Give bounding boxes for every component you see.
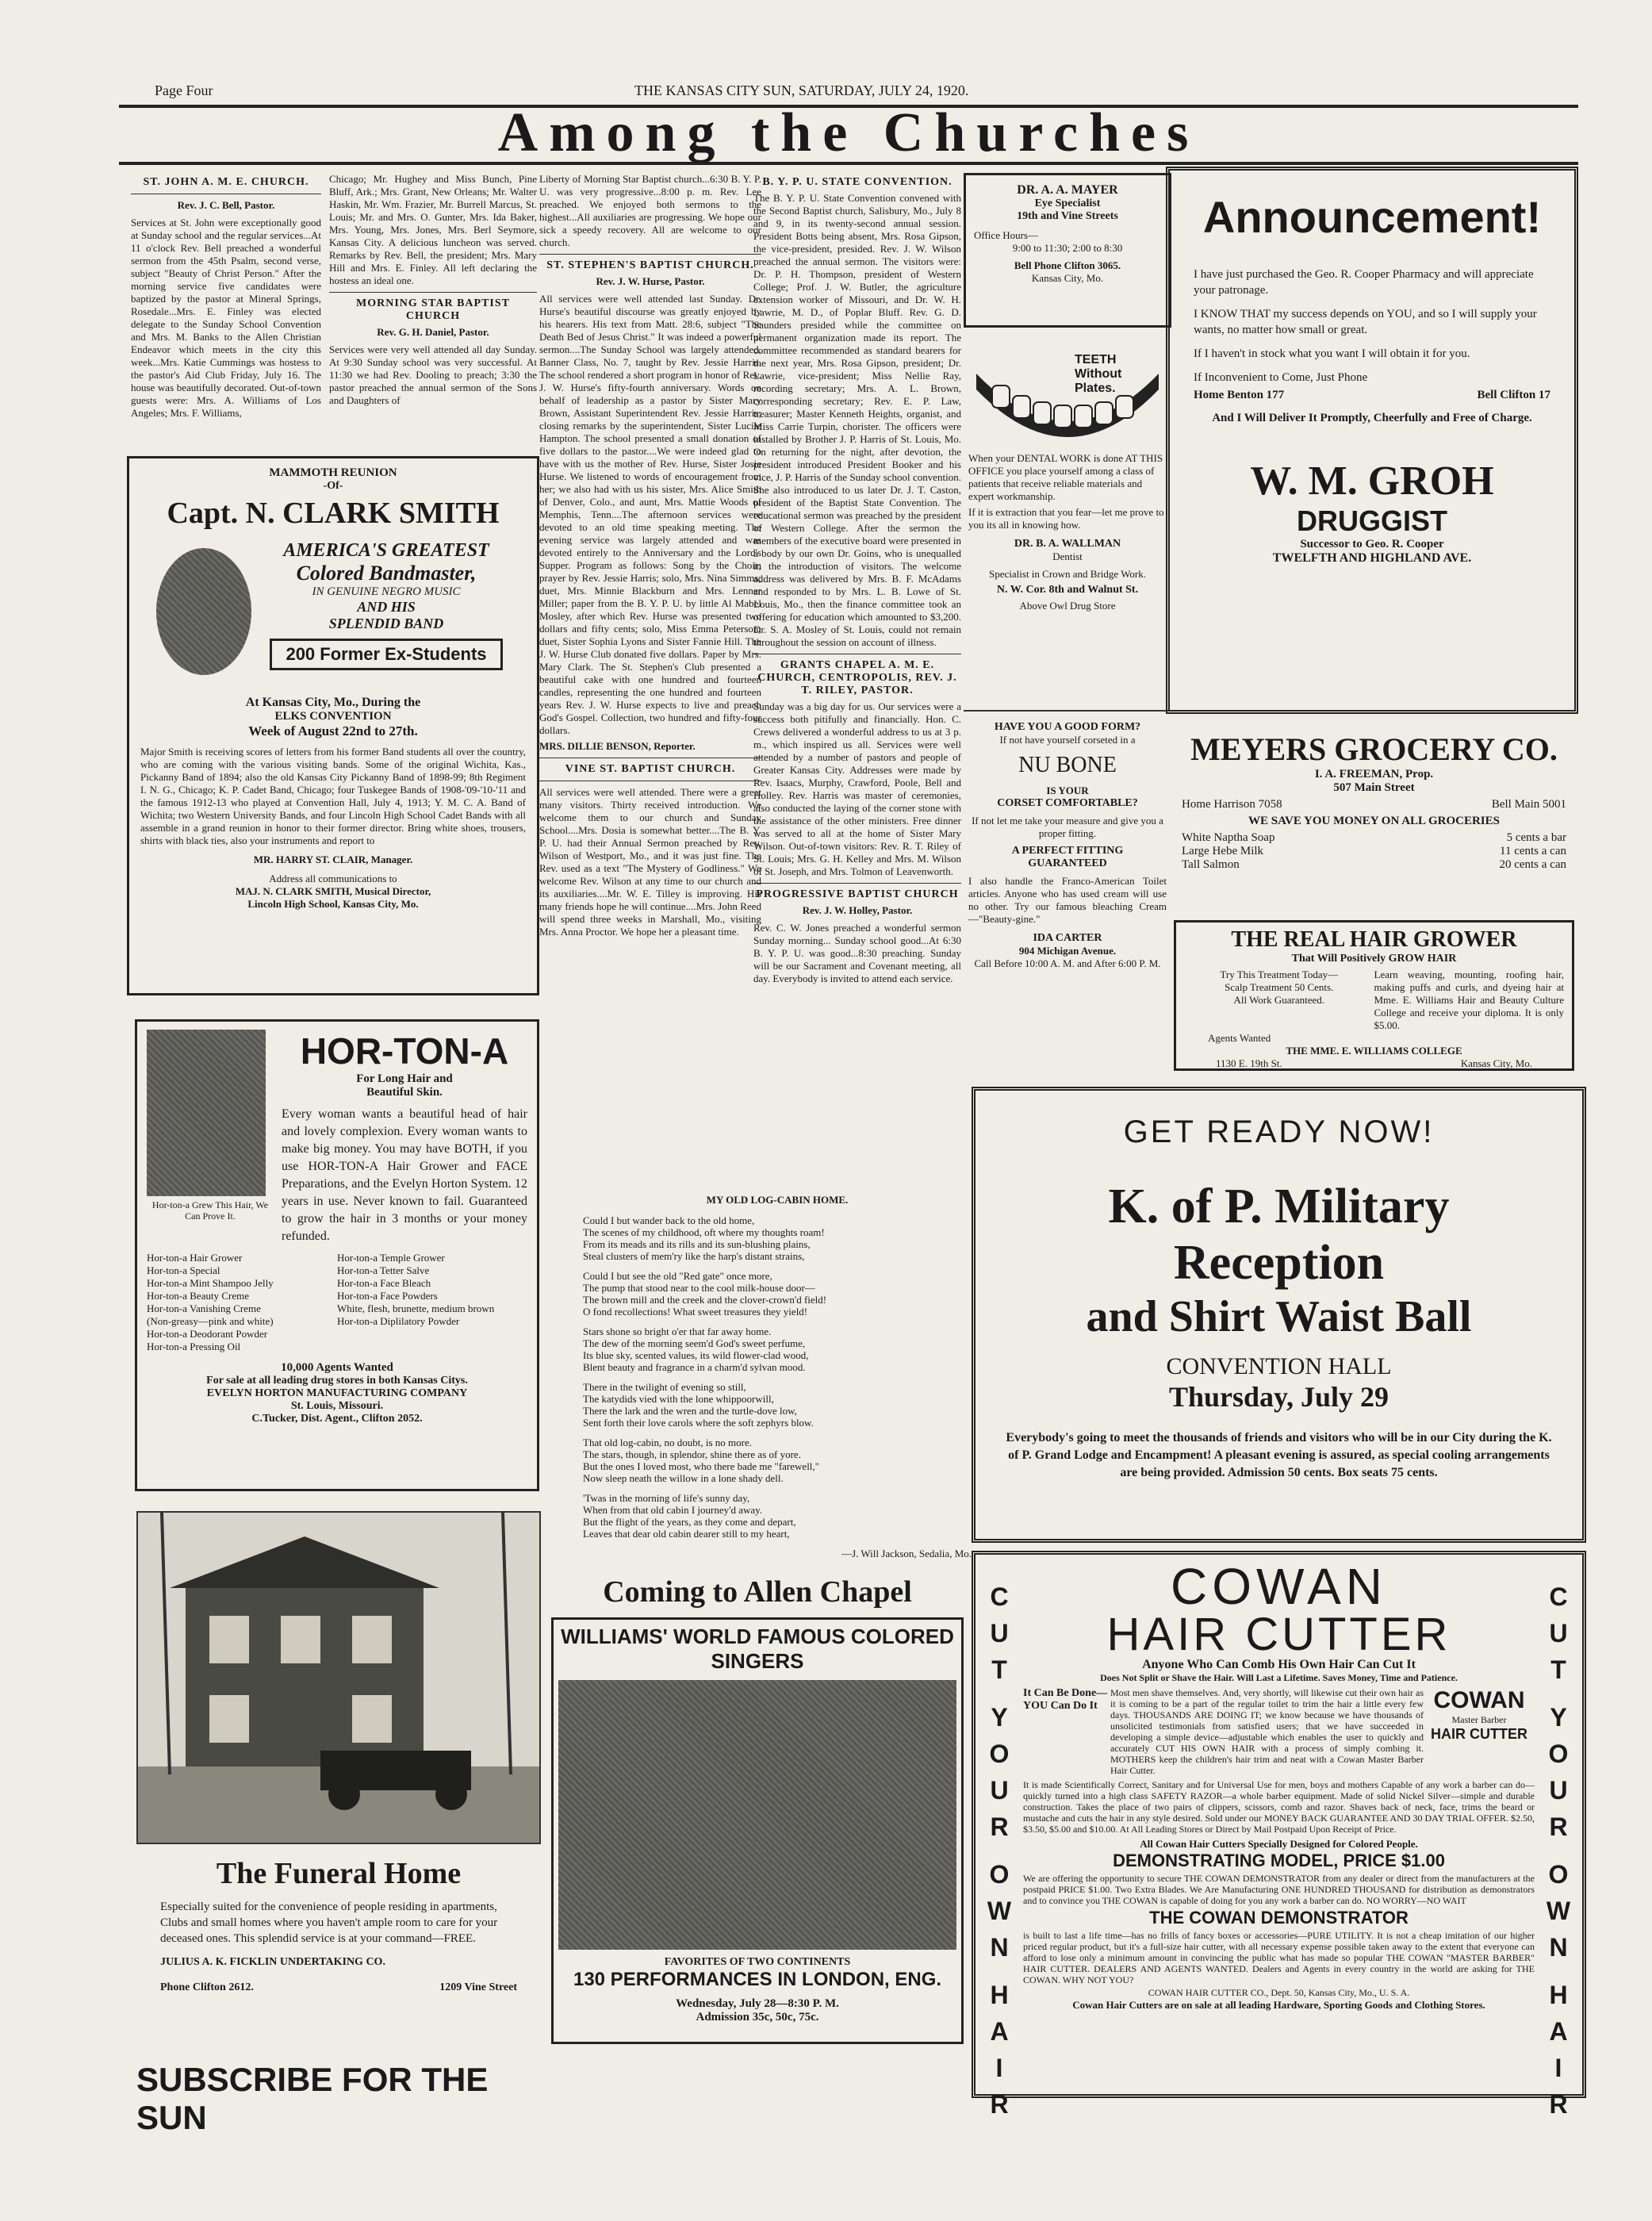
hortona-caption: Hor-ton-a Grew This Hair, We Can Prove It.	[151, 1199, 269, 1222]
hair-sub: That Will Positively GROW HAIR	[1291, 953, 1457, 965]
hortona-left-list	[147, 1252, 337, 1353]
smith-line2: Colored Bandmaster,	[296, 562, 477, 585]
allen-admission: Admission 35c, 50c, 75c.	[696, 2011, 819, 2023]
poem-stanza: 'Twas in the morning of life's sunny day, When from that old cabin I journey'd away. But the flight of the years, as they come and depart, Leaves that dear old cabin dearer still to my heart,	[583, 1492, 796, 1540]
teeth-body2: If it is extraction that you fear—let me prove to you its all in knowing how.	[968, 506, 1164, 531]
meyers-phone-home: Home Harrison 7058	[1182, 798, 1282, 811]
allen-favorites: FAVORITES OF TWO CONTINENTS	[664, 1956, 851, 1968]
morning-star-text: Services were very well attended all day Sunday. At 9:30 Sunday school was very successful. At 11:30 we had Rev. Dooling to preach; 3:30 the pastor preached the annual sermon of the Sons and Daughters of	[329, 343, 537, 406]
allen-performances: 130 PERFORMANCES IN LONDON, ENG.	[573, 1969, 942, 1990]
cowan-side-letter: N	[990, 1933, 1009, 1962]
groh-druggist: DRUGGIST	[1296, 504, 1447, 537]
cowan-side-letter	[982, 1688, 1017, 1699]
dentist-title: Dentist	[1052, 550, 1083, 562]
groh-title: Announcement!	[1202, 192, 1542, 242]
hortona-item: Hor-ton-a Tetter Salve	[337, 1264, 430, 1276]
cowan-side-letter: U	[990, 1619, 1009, 1648]
mayer-hours: 9:00 to 11:30; 2:00 to 8:30	[1012, 242, 1123, 254]
funeral-company: JULIUS A. K. FICKLIN UNDERTAKING CO.	[160, 1956, 385, 1968]
page-number: Page Four	[155, 82, 213, 98]
smith-name: Capt. N. CLARK SMITH	[167, 497, 500, 530]
cowan-p1: Most men shave themselves. And, very shortly, will likewise cut their own hair as it is coming to be a part of the regular toilet to trim the hair a little every few days. THOUSANDS ARE DOING IT; we know because we have thousands of unsolicited testimonials from satisfied users; that we have succeeded in developing a simple device—adjustable which enables the user to quickly and accurately CUT HIS OWN HAIR with a process of simply combing it. MOTHERS keep the children's hair trim and neat with a Cowan Master Barber Hair Cutter.	[1110, 1687, 1424, 1776]
cowan-side-letter: R	[990, 2090, 1009, 2119]
cowan-side-letter: C	[990, 1582, 1009, 1611]
funeral-address: 1209 Vine Street	[439, 1981, 517, 1993]
ad-allen-chapel	[551, 1575, 964, 2062]
column-st-john	[131, 173, 321, 443]
poem-author: —J. Will Jackson, Sedalia, Mo.	[841, 1548, 972, 1559]
funeral-body: Especially suited for the convenience of people residing in apartments, Clubs and small homes where you haven't ample room to care for your deceased ones. This splendid service is at your command—FREE.	[160, 1901, 498, 1945]
bypu-text: The B. Y. P. U. State Convention convened with the Second Baptist church, Salisbury, Mo., July 8 and 9, in its twenty-second annual session. President Botts being absent, Mrs. Rosa Gipson, the vice-president, presided. Rev. J. W. Wilson preached the annual sermon. The visitors were: Dr. P. H. Thompson, president of Western College; Prof. J. W. Butler, the agriculture extension worker of Missouri, and Dr. W. H. Lawrie, M. D., of Poplar Bluff. Rev. G. D. Saunders presided while the committee on permanent organization made its report. The committee recommended as standard bearers for the next year, Mrs. Rosa Gipson, president; Dr. Lawrie, vice-president; Miss Nellie Ray, recording secretary; Mrs. A. L. Brown, corresponding secretary; Rev. E. P. Law, treasurer; Master Kenneth Heights, organist, and Miss Carrie Turpin, chorister. The officers were installed by Brother J. P. Harris of St. Louis, Mo. On returning for the night, after devotion, the president introduced President Booker and his vice, J. P. Harris of the Sunday school convention. She also introduced to us later Dr. J. T. Caston, president of the Baptist State Convention. The educational sermon was preached by the president of Western College. After the sermon the members of the executive board were presented in a body by our own Dr. Goins, who is unequalled in the introduction of visitors. The welcome address was delivered by Mrs. B. F. McAdams and responded to by Mrs. L. B. Lowe of St. Louis, Mo., then the finance committee took an offering for education which amounted to $3,200. Dr. S. A. Mosley of St. Louis, could not remain throughout the session on account of illness.	[753, 192, 961, 648]
hortona-item: Hor-ton-a Vanishing Creme	[147, 1302, 261, 1314]
cowan-p2: It is made Scientifically Correct, Sanitary and for Universal Use for men, boys and mothers Capable of any work a barber can do—quickly turned into a high class SAFETY RAZOR—a whole barber equipment. Made of solid Nickel Silver—simple and durable construction. Takes the place of two pairs of clippers, scissors, comb and razor. Shaves back of neck, face, trims the beard or mustache and cuts the hair in any style desired. Sold under our MONEY BACK GUARANTEE AND 30 DAY TRIAL OFFER. $2.50, $3.50, $5.00 and $10.00. At All Leading Stores or Direct by Mail Postpaid Upon Receipt of Price.	[1023, 1779, 1535, 1835]
st-stephens-reporter: MRS. DILLIE BENSON, Reporter.	[539, 740, 696, 752]
teeth-headline: TEETH Without Plates.	[1075, 353, 1122, 395]
groh-p4: If Inconvenient to Come, Just Phone	[1194, 371, 1368, 384]
bypu-title: B. Y. P. U. STATE CONVENTION.	[762, 176, 952, 188]
funeral-phone: Phone Clifton 2612.	[160, 1981, 254, 1993]
nubone-name: NU BONE	[1018, 753, 1117, 777]
dentist-name: DR. B. A. WALLMAN	[1014, 538, 1121, 550]
cowan-side-letter: R	[1549, 1812, 1568, 1841]
ad-nubone	[964, 710, 1171, 1075]
kp-body: Everybody's going to meet the thousands of friends and visitors who will be in our City during the K. of P. Grand Lodge and Encampment! A pleasant evening is assured, as special cooling arrangements are being provided. Admission 50 cents. Box seats 75 cents.	[1006, 1431, 1552, 1479]
kp-line2: K. of P. Military Reception	[1108, 1180, 1450, 1290]
house-illustration	[138, 1513, 539, 1843]
st-john-text: Services at St. John were exceptionally good at Sunday school and the regular services...At 11 o'clock Rev. Bell preached a wonderful sermon from the 45th Psalm, second verse, subject "Beauty of Christ Person." After the morning service five candidates were baptized by the pastor at Mineral Springs, Rosedale...Mrs. E. Finley was elected delegate to the Sunday School Convention and Mrs. M. Banks to the Allen Christian Endeavor which meets in the city this week...Mrs. Katie Cummings was hostess to the pastor's Aid Club Friday, July 16. The house was beautifully decorated. Out-of-town guests were: Mrs. A. Williams of Los Angeles; Mrs. F. Williams,	[131, 217, 321, 419]
funeral-house-photo	[136, 1511, 541, 1844]
smith-line5: SPLENDID BAND	[328, 616, 444, 631]
nubone-guar: GUARANTEED	[1028, 857, 1107, 869]
ad-kp-ball	[972, 1087, 1586, 1543]
poem-log-cabin	[583, 1194, 972, 1563]
dentist-spec: Specialist in Crown and Bridge Work.	[988, 568, 1147, 580]
hortona-right-list	[337, 1252, 527, 1353]
hortona-agent: C.Tucker, Dist. Agent., Clifton 2052.	[251, 1413, 423, 1425]
groh-successor: Successor to Geo. R. Cooper	[1300, 538, 1444, 550]
st-stephens-text: All services were well attended last Sunday. Dr. Hurse's beautiful discourse was greatly enjoyed by his hearers. His text from Matt. 28:6, subject "The Death Bed of Jesus Christ." It was indeed a powerful sermon....The Sunday School was largely attended. Banner Class, No. 7, taught by Rev. Jessie Harris. The school rendered a short program in honor of Rev. J. W. Hurse's fifty-fourth anniversary. Words on behalf of leadership as a pastor by Sister Mary Brown, Assistant Superintendent Rev. Jessie Harris; closing remarks by the superintendent, Sister Lucile Hampton. The school presented a small donation of five dollars to the pastor....We were indeed glad to have with us the mother of Rev. Hurse, Sister Josie Hurse. We listened to words of encouragement from her; we also had with us his sister, Mrs. Alice Smith of Denver, Colo., and aunt, Mrs. Mattie Woods of Memphis, Tenn....The afternoon services were devoted to an old time speaking meeting. The evening service was largely attended and was devoted entirely to the Anniversary and the Lord's Supper. Program as follows: Song by the Choir; prayer by Rev. Jessie Harris; solo, Mrs. Nina Simms; duet, Mrs. Minnie Blackburn and Mrs. Lenner Miller; paper from the B. Y. P. U. by little Al Mabel Mosley, after which Rev. Hurse was presented two dollars and fifty cents; solo, Miss Emma Peterson; duet, Sister Sophia Lyons and Sister Fannie Hill. The J. W. Hurse Club donated five dollars. Paper by Mrs. Mary Clark. The St. Stephen's Club presented a beautiful cake with one hundred and fourteen candles, representing the one hundred and fourteen years Rev. J. W. Hurse expects to live and preach God's Gospel. Collection, two hundred and fifty-four dollars.	[539, 293, 761, 736]
masthead: THE KANSAS CITY SUN, SATURDAY, JULY 24, 1920.	[634, 82, 969, 98]
header-rule-bottom	[119, 162, 1578, 165]
kp-line1: GET READY NOW!	[1123, 1114, 1435, 1149]
smith-body: Major Smith is receiving scores of letters from his former Band students all over the country, who are coming with the various visiting bands. Some of the original Wichita, Kas., Pickanny Band of 1894; also the old Kansas City Pickanny Band of 1898-99; 8th Regiment I. N. G., Chicago; K. P. Cadet Band, Chicago; four Tuskegee Bands of 1908-'09-'10-'11 and the famous 1912-13 who played at Convention Hall, July 4, 1913; Y. M. C. A. Band of Wichita; two Western University Bands, and four Lincoln High School Cadet Bands with all assemble in a grand reunion in honor to their former director. Bring white shoes, trousers, shirts with black ties, also your instruments and report to	[140, 746, 526, 846]
mayer-hours-label: Office Hours—	[974, 229, 1038, 241]
cowan-side-letter: I	[1554, 2054, 1562, 2082]
meyers-street: 507 Main Street	[1333, 781, 1415, 794]
cowan-side-letter: T	[991, 1655, 1007, 1684]
nubone-call: Call Before 10:00 A. M. and After 6:00 P. M.	[974, 957, 1161, 969]
smith-line1: AMERICA'S GREATEST	[283, 540, 489, 561]
cowan-demo2: THE COWAN DEMONSTRATOR	[1149, 1908, 1409, 1928]
hortona-sub2: Beautiful Skin.	[366, 1086, 443, 1099]
poem-stanza: Stars shone so bright o'er that far away home. The dew of the morning seem'd God's sweet perfume, Its blue sky, scented values, its wild flower-clad wood, Blent beauty and fragrance in a charm'd sylvan mood.	[583, 1325, 809, 1373]
nubone-body: I also handle the Franco-American Toilet articles. Anyone who has used cream will use no other. Try our famous bleaching Cream—"Beauty-gine."	[968, 875, 1167, 925]
grants-chapel-text: Sunday was a big day for us. Our services were a success both pitifully and financially. Hon. C. Crews delivered a wonderful address to us at 3 p. m., which inspired us all. Services were well attended by a number of pastors and people of Greater Kansas City. Addresses were made by Rev. Isaacs, Murphy, Crawford, Poole, Bell and Holley. Rev. Harris was master of ceremonies, also conducted the laying of the corner stone with the assistance of the other ministers. Free dinner was served to all at the home of Sister Mary Wilson. Out-of-town visitors: Rev. R. T. Riley of St. Louis; Mrs. G. H. Kelley and Mrs. M. Wilson of St. Joseph, and Mrs. Tolmon of Leavenworth.	[753, 700, 961, 877]
teeth-body: When your DENTAL WORK is done AT THIS OFFICE you place yourself among a class of patients that receive reliable materials and expert workmanship.	[968, 452, 1163, 502]
cowan-side-letter: O	[1548, 1740, 1569, 1768]
column-four	[753, 173, 961, 1192]
cowan-side-letter: A	[1549, 2017, 1568, 2046]
item-price: 11 cents a can	[1500, 845, 1566, 857]
hortona-title: HOR-TON-A	[300, 1030, 509, 1072]
hortona-item: Hor-ton-a Mint Shampoo Jelly	[147, 1277, 274, 1289]
cowan-side-letter: O	[989, 1860, 1010, 1889]
kp-line5: Thursday, July 29	[1168, 1381, 1389, 1413]
cowan-logo2: Master Barber	[1451, 1714, 1507, 1725]
funeral-title: The Funeral Home	[216, 1857, 462, 1890]
mayer-line1: Eye Specialist	[1034, 198, 1101, 209]
hortona-sub1: For Long Hair and	[356, 1072, 453, 1085]
hortona-city: St. Louis, Missouri.	[290, 1400, 384, 1412]
smith-school: Lincoln High School, Kansas City, Mo.	[247, 898, 419, 910]
hortona-item: Hor-ton-a Face Powders	[337, 1290, 438, 1302]
cowan-side-letter: U	[990, 1776, 1009, 1805]
mayer-line2: 19th and Vine Streets	[1017, 210, 1118, 222]
meyers-prop: I. A. FREEMAN, Prop.	[1314, 768, 1434, 781]
hortona-item: Hor-ton-a Pressing Oil	[147, 1341, 241, 1352]
hortona-item: Hor-ton-a Special	[147, 1264, 220, 1276]
item-name: Large Hebe Milk	[1182, 845, 1264, 857]
poem-stanza: Could I but see the old "Red gate" once more, The pump that stood near to the cool milk-house door— The brown mill and the creek and the clover-crown'd field! O fond recollections! What sweet treasures they yield!	[583, 1270, 827, 1318]
vine-st-title: VINE ST. BAPTIST CHURCH.	[565, 763, 736, 775]
cowan-logo	[1424, 1687, 1535, 1776]
cowan-side-letter: O	[1548, 1860, 1569, 1889]
ad-clark-smith	[127, 456, 539, 995]
hair-agents: Agents Wanted	[1208, 1032, 1271, 1044]
meyers-item	[1182, 831, 1566, 845]
morning-star-title: MORNING STAR BAPTIST CHURCH	[356, 297, 510, 322]
reunion-top: MAMMOTH REUNION	[269, 466, 397, 479]
cowan-side-letter: H	[990, 1981, 1009, 2009]
progressive-text: Rev. C. W. Jones preached a wonderful sermon Sunday morning... Sunday school good...At 6:30 B. Y. P. U. was good...8:30 preaching. Sunday will be our Sacrament and Covenant meeting, all day. Everybody is invited to attend each service.	[753, 922, 961, 984]
ex-students-badge: 200 Former Ex-Students	[270, 639, 503, 670]
hortona-sale: For sale at all leading drug stores in both Kansas Citys.	[206, 1375, 468, 1387]
cowan-side-letter: O	[989, 1740, 1010, 1768]
st-john-pastor: Rev. J. C. Bell, Pastor.	[177, 199, 275, 211]
nubone-q: HAVE YOU A GOOD FORM?	[994, 721, 1141, 733]
vine-st-text: All services were well attended. There were a great many visitors. Thirty received introduction. We welcome them to our church and Sunday School....Mrs. Dosia is somewhat better....The B. Y. P. U. had their Annual Sermon preached by Rev. Wilson of Westport, Mo., and it was just fine. The Rev. used as a text "The Mystery of Godliness." We welcome Rev. Wilson at any time to our church and its auxiliaries....Mr. W. E. Tilley is improving. His many friends hope he will continue....Mrs. John Reed will spend three weeks in Marshall, Mo., visiting Mrs. Anna Proctor. We hope her a pleasant time.	[539, 786, 761, 938]
groh-p3: If I haven't in stock what you want I will obtain it for you.	[1194, 347, 1470, 360]
dentist-above: Above Owl Drug Store	[1019, 600, 1116, 612]
ad-funeral	[136, 1848, 541, 2078]
grants-chapel-title: GRANTS CHAPEL A. M. E. CHURCH, CENTROPOLIS, REV. J. T. RILEY, PASTOR.	[757, 659, 957, 696]
cowan-side-letter: T	[1550, 1655, 1566, 1684]
meyers-title: MEYERS GROCERY CO.	[1190, 731, 1558, 767]
ad-dentist	[964, 337, 1171, 678]
smith-manager: MR. HARRY ST. CLAIR, Manager.	[253, 853, 413, 865]
cowan-demo: DEMONSTRATING MODEL, PRICE $1.00	[1113, 1851, 1445, 1870]
cowan-logo3: HAIR CUTTER	[1431, 1726, 1527, 1742]
cowan-p4: We are offering the opportunity to secure THE COWAN DEMONSTRATOR from any dealer or direct from the manufacturers at the postpaid PRICE $1.00. Two Extra Blades. We Are Manufacturing ONE HUNDRED THOUSAND for distribution as demonstrators and to convince you THE COWAN is capable of doing for you any work a barber can do. NO WORRY—NO WAIT	[1023, 1873, 1535, 1906]
allen-singers: WILLIAMS' WORLD FAMOUS COLORED SINGERS	[561, 1625, 954, 1673]
cowan-t1: COWAN	[1171, 1558, 1387, 1615]
hair-address: 1130 E. 19th St.	[1216, 1057, 1282, 1069]
cowan-side-letter: Y	[1550, 1703, 1567, 1732]
ad-groh	[1166, 167, 1578, 714]
groh-p1: I have just purchased the Geo. R. Cooper Pharmacy and will appreciate your patronage.	[1194, 268, 1534, 297]
groh-p5: And I Will Deliver It Promptly, Cheerfully and Free of Charge.	[1212, 412, 1532, 424]
poem-stanza: Could I but wander back to the old home, The scenes of my childhood, oft where my thoughts roam! From its meads and its rills and its sun-blushing plains, Steal clusters of mem'ry like the harp's distant strains,	[583, 1214, 825, 1262]
groh-phone-bell: Bell Clifton 17	[1477, 389, 1550, 401]
allen-title: Coming to Allen Chapel	[603, 1575, 912, 1609]
cowan-side-letter: R	[990, 1812, 1009, 1841]
st-john-continued: Chicago; Mr. Hughey and Miss Bunch, Pine Bluff, Ark.; Mrs. Grant, New Orleans; Mr. Walter Haskin, Mr. Wm. Frazier, Mr. Burrell Marcus, St. Louis; Mr. and Mrs. O. Gunter, Mrs. Ida Baker, Mrs. Young, Mrs. Jones, Mrs. Berl Seymore, Kansas City. A delicious luncheon was served. Remarks by Rev. Bell, the president; Mrs. Mary Hill and Mrs. E. Finley. All left declaring the hostess an ideal one.	[329, 173, 537, 286]
poem-stanza: There in the twilight of evening so still, The katydids vied with the lone whippoorwill, There the lark and the wren and the turtle-dove low, Sent forth their love carols where the soft zephyrs blow.	[583, 1381, 814, 1429]
cowan-side-letter: I	[995, 2054, 1003, 2082]
column-two	[329, 173, 537, 443]
hortona-item: Hor-ton-a Diplilatory Powder	[337, 1315, 460, 1327]
smith-director: MAJ. N. CLARK SMITH, Musical Director,	[235, 885, 431, 897]
cowan-side-letter: H	[1549, 1981, 1568, 2009]
cowan-address: COWAN HAIR CUTTER CO., Dept. 50, Kansas City, Mo., U. S. A.	[1148, 1987, 1410, 1998]
nubone-fit: A PERFECT FITTING	[1011, 845, 1124, 857]
hortona-photo	[147, 1030, 266, 1196]
column-three	[539, 173, 761, 1192]
smith-convention: ELKS CONVENTION	[274, 710, 392, 723]
hair-right: Learn weaving, mounting, roofing hair, making puffs and curls, and dyeing hair at Mme. E. Williams Hair and Beauty Culture College and receive your diploma. It is only $5.00.	[1374, 969, 1564, 1031]
cowan-side-letter	[1541, 1966, 1576, 1977]
subscribe-banner: SUBSCRIBE FOR THE SUN	[136, 2061, 489, 2136]
nubone-q4: If not let me take your measure and give you a proper fitting.	[972, 815, 1163, 839]
item-price: 20 cents a can	[1499, 858, 1566, 871]
singers-photo	[558, 1680, 956, 1950]
meyers-item	[1182, 845, 1566, 858]
cowan-s1: Anyone Who Can Comb His Own Hair Can Cut It	[1142, 1658, 1416, 1671]
cowan-left1: It Can Be Done— YOU Can Do It	[1023, 1687, 1108, 1712]
hair-title: THE REAL HAIR GROWER	[1231, 927, 1517, 952]
cowan-side-letter: U	[1549, 1776, 1568, 1805]
groh-phone-home: Home Benton 177	[1194, 389, 1285, 401]
cowan-side-letter: N	[1549, 1933, 1568, 1962]
hortona-item: Hor-ton-a Hair Grower	[147, 1252, 243, 1264]
hortona-item: White, flesh, brunette, medium brown	[337, 1302, 495, 1314]
reunion-of: -Of-	[323, 480, 343, 492]
cowan-final: Cowan Hair Cutters are on sale at all leading Hardware, Sporting Goods and Clothing Stores.	[1072, 1999, 1485, 2011]
hortona-agents: 10,000 Agents Wanted	[281, 1361, 393, 1374]
ad-hair-grower	[1174, 920, 1574, 1071]
smith-line4: AND HIS	[357, 599, 416, 615]
cowan-side-left	[982, 1578, 1017, 2119]
smith-address-label: Address all communications to	[269, 873, 397, 884]
progressive-pastor: Rev. J. W. Holley, Pastor.	[802, 904, 913, 916]
page-title: Among the Churches	[497, 102, 1200, 163]
item-name: White Naptha Soap	[1182, 831, 1275, 844]
smith-at: At Kansas City, Mo., During the	[245, 696, 421, 709]
hortona-company: EVELYN HORTON MANUFACTURING COMPANY	[206, 1387, 468, 1399]
ad-hortona	[135, 1019, 539, 1491]
cowan-side-right	[1541, 1578, 1576, 2119]
hair-city: Kansas City, Mo.	[1460, 1057, 1532, 1069]
cowan-side-letter: W	[1546, 1897, 1571, 1925]
nubone-q2: If not have yourself corseted in a	[999, 734, 1136, 746]
smith-portrait	[156, 548, 251, 675]
mayer-phone: Bell Phone Clifton 3065.	[1014, 259, 1121, 271]
cowan-side-letter: U	[1549, 1619, 1568, 1648]
hortona-item: Hor-ton-a Deodorant Powder	[147, 1328, 268, 1340]
cowan-t2: HAIR CUTTER	[1106, 1609, 1451, 1660]
cowan-side-letter	[1541, 1845, 1576, 1856]
nubone-address: 904 Michigan Avenue.	[1018, 945, 1117, 957]
cowan-side-letter	[982, 1845, 1017, 1856]
cowan-s2: Does Not Split or Shave the Hair. Will Last a Lifetime. Saves Money, Time and Patience.	[1100, 1672, 1458, 1683]
groh-name: W. M. GROH	[1250, 458, 1494, 504]
smith-week: Week of August 22nd to 27th.	[248, 723, 418, 738]
cowan-side-letter: A	[990, 2017, 1009, 2046]
cowan-side-letter: C	[1549, 1582, 1568, 1611]
item-name: Tall Salmon	[1182, 858, 1240, 871]
cowan-side-letter: R	[1549, 2090, 1568, 2119]
smith-line3: IN GENUINE NEGRO MUSIC	[312, 585, 461, 598]
allen-date: Wednesday, July 28—8:30 P. M.	[676, 1997, 839, 2010]
cowan-side-letter: W	[987, 1897, 1012, 1925]
ad-cowan	[972, 1551, 1586, 2119]
item-price: 5 cents a bar	[1506, 831, 1566, 844]
cowan-side-letter: Y	[991, 1703, 1008, 1732]
hortona-item: Hor-ton-a Temple Grower	[337, 1252, 445, 1264]
groh-p2: I KNOW THAT my success depends on YOU, and so I will supply your wants, no matter how small or great.	[1194, 308, 1537, 336]
morning-star-pastor: Rev. G. H. Daniel, Pastor.	[377, 326, 489, 338]
poem-title: MY OLD LOG-CABIN HOME.	[706, 1194, 849, 1206]
nubone-q3: CORSET COMFORTABLE?	[997, 797, 1138, 809]
hortona-body: Every woman wants a beautiful head of hair and lovely complexion. Every woman wants to make big money. You may have BOTH, if you use HOR-TON-A Hair Grower and FACE Preparations, and the Evelyn Horton System. 12 years in use. Never known to fail. Guaranteed to grow the hair in 3 months or your money refunded.	[282, 1107, 527, 1243]
meyers-phone-bell: Bell Main 5001	[1491, 798, 1566, 811]
nubone-person: IDA CARTER	[1033, 932, 1102, 944]
cowan-logo1: COWAN	[1433, 1687, 1525, 1713]
cowan-p5: is built to last a life time—has no frills of fancy boxes or accessories—PURE UTILITY. It is not a cheap imitation of our higher priced regular product, but it's a full-size hair cutter, with all necessary expense possible taken away to the extent that everyone can afford to lose only a minimum amount in convincing the public what has made so popular THE COWAN "MASTER BARBER" HAIR CUTTER. DEALERS AND AGENTS WANTED. Dealers and Agents in every country in the world are asking for THE COWAN. WHY NOT YOU?	[1023, 1930, 1535, 1985]
hair-college: THE MME. E. WILLIAMS COLLEGE	[1286, 1045, 1462, 1057]
st-john-title: ST. JOHN A. M. E. CHURCH.	[143, 176, 309, 188]
ad-mayer	[964, 173, 1171, 328]
progressive-title: PROGRESSIVE BAPTIST CHURCH	[756, 888, 959, 900]
poem-stanza: That old log-cabin, no doubt, is no more. The stars, though, in splendor, shine there as of yore. But the ones I loved most, who there bade me "farewell," Now sleep neath the willow in a lone shady dell.	[583, 1437, 819, 1484]
meyers-save: WE SAVE YOU MONEY ON ALL GROCERIES	[1248, 815, 1500, 827]
st-stephens-pastor: Rev. J. W. Hurse, Pastor.	[596, 275, 705, 287]
hortona-item: Hor-ton-a Beauty Creme	[147, 1290, 249, 1302]
kp-line4: CONVENTION HALL	[1166, 1353, 1392, 1379]
ad-meyers	[1174, 726, 1574, 912]
hair-left: Try This Treatment Today— Scalp Treatment 50 Cents. All Work Guaranteed.	[1220, 969, 1339, 1006]
cowan-side-letter	[982, 1966, 1017, 1977]
hortona-item: (Non-greasy—pink and white)	[147, 1315, 274, 1327]
groh-address: TWELFTH AND HIGHLAND AVE.	[1272, 551, 1472, 565]
mayer-name: DR. A. A. MAYER	[1017, 183, 1118, 197]
meyers-item	[1182, 858, 1566, 872]
kp-line3: and Shirt Waist Ball	[1086, 1292, 1472, 1341]
nubone-isyour: IS YOUR	[1046, 784, 1089, 796]
mayer-city: Kansas City, Mo.	[1031, 272, 1104, 284]
cowan-side-letter	[1541, 1688, 1576, 1699]
morning-star-continued: Liberty of Morning Star Baptist church...6:30 B. Y. P. U. was very progressive...8:00 p. m. Rev. Lee preached. We enjoyed both sermons to the highest...All auxiliaries are progressing. We hope our sick a speedy recovery. All are welcome to our church.	[539, 173, 761, 248]
dentist-address: N. W. Cor. 8th and Walnut St.	[996, 584, 1139, 596]
st-stephens-title: ST. STEPHEN'S BAPTIST CHURCH.	[546, 259, 754, 271]
cowan-p3: All Cowan Hair Cutters Specially Designed for Colored People.	[1140, 1838, 1418, 1850]
hortona-item: Hor-ton-a Face Bleach	[337, 1277, 431, 1289]
